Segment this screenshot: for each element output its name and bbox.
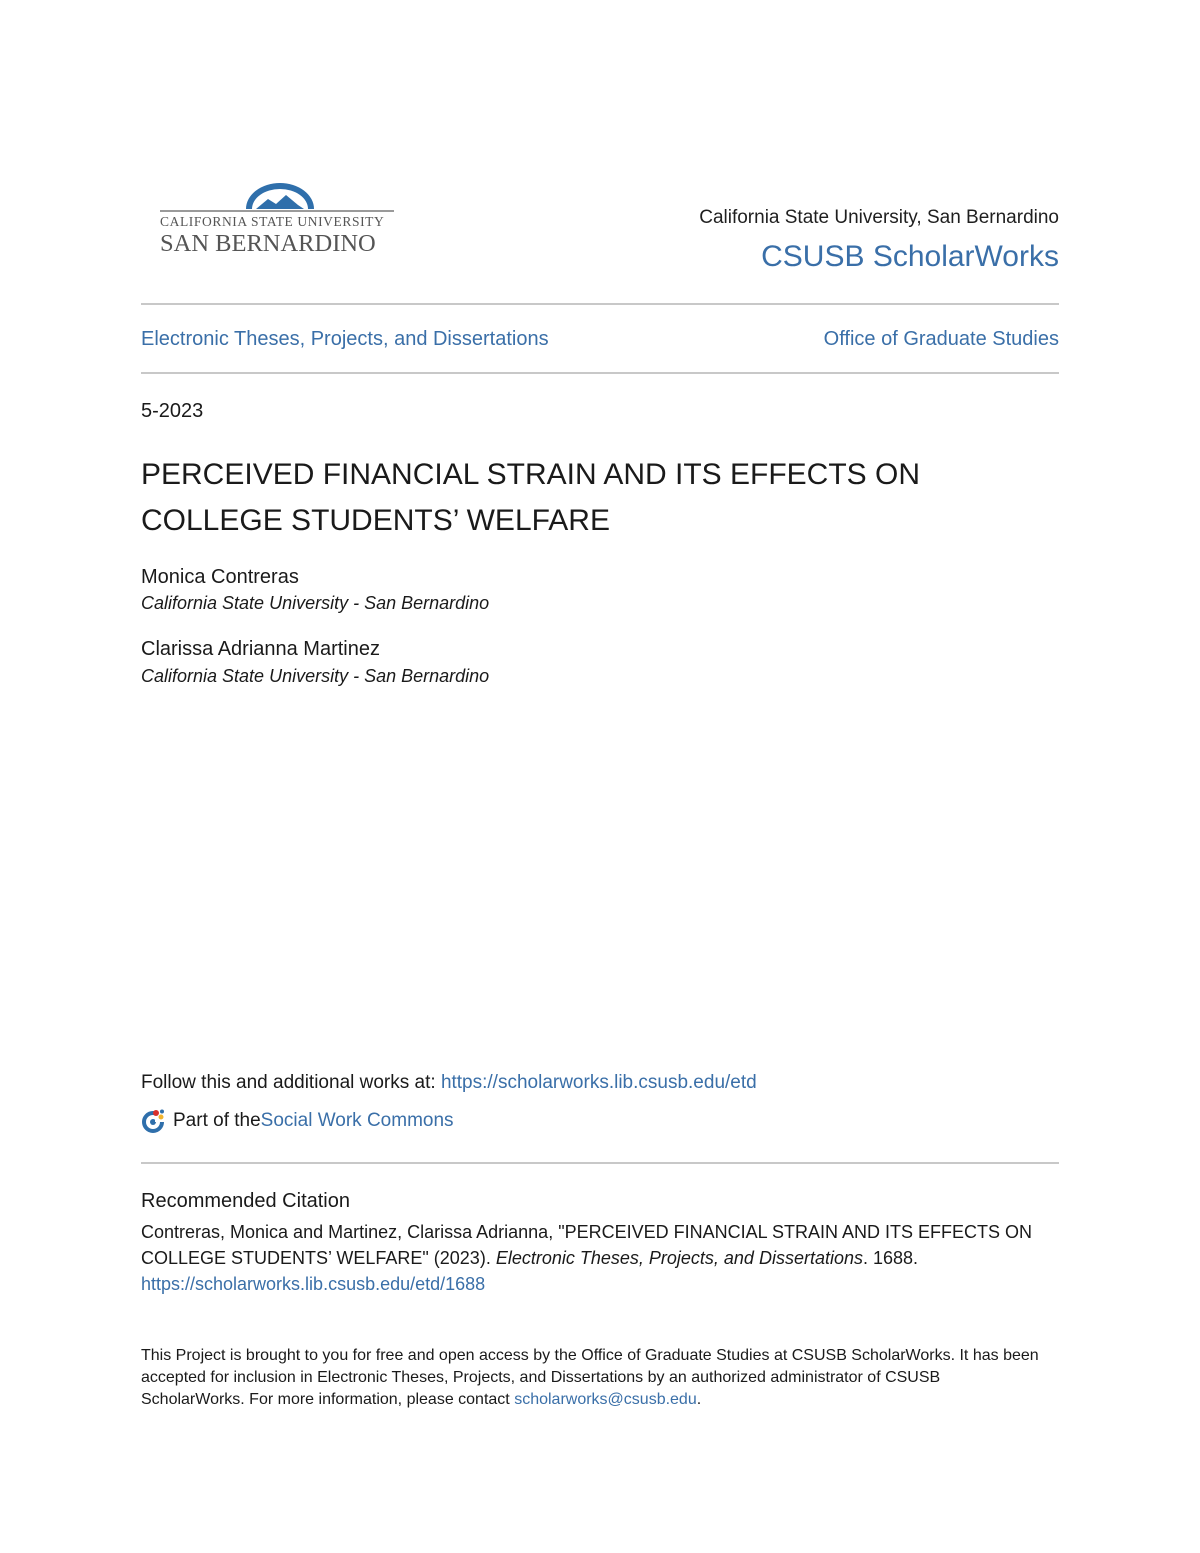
author-affiliation: California State University - San Bernardino: [141, 666, 490, 686]
follow-line: [141, 1072, 757, 1094]
commons-link[interactable]: Social Work Commons: [260, 1110, 454, 1131]
divider-middle: [141, 372, 1059, 374]
citation-number: . 1688.: [862, 1248, 919, 1268]
follow-prefix: Follow this and additional works at:: [141, 1072, 441, 1093]
part-of-line: [141, 1108, 454, 1134]
divider-bottom: [141, 1162, 1059, 1164]
citation-text: [141, 1219, 1061, 1297]
publication-date: 5-2023: [141, 400, 204, 422]
office-link[interactable]: Office of Graduate Studies: [823, 328, 1059, 350]
divider-top: [141, 303, 1059, 305]
csusb-logo: [158, 183, 398, 255]
institution-name: California State University, San Bernardino: [699, 207, 1059, 228]
series-link[interactable]: Electronic Theses, Projects, and Dissertations: [141, 328, 549, 350]
citation-url-link[interactable]: https://scholarworks.lib.csusb.edu/etd/1688: [141, 1274, 486, 1294]
logo-line2: SAN BERNARDINO: [160, 230, 376, 255]
repository-link[interactable]: CSUSB ScholarWorks: [761, 240, 1059, 273]
citation-heading: Recommended Citation: [141, 1190, 350, 1212]
author-name: Monica Contreras: [141, 566, 299, 588]
document-title: PERCEIVED FINANCIAL STRAIN AND ITS EFFECTS ON COLLEGE STUDENTS’ WELFARE: [141, 458, 921, 537]
part-of-prefix: Part of the: [173, 1110, 261, 1131]
author-affiliation: California State University - San Bernardino: [141, 593, 490, 613]
network-commons-icon: [141, 1108, 167, 1134]
follow-url-link[interactable]: https://scholarworks.lib.csusb.edu/etd: [440, 1072, 757, 1093]
contact-email-link[interactable]: scholarworks@csusb.edu: [514, 1391, 697, 1408]
citation-journal: Electronic Theses, Projects, and Dissertations: [495, 1248, 863, 1268]
author-name: Clarissa Adrianna Martinez: [141, 638, 380, 660]
access-note: [141, 1345, 1041, 1411]
access-note-end: .: [696, 1391, 702, 1408]
citation-main: Contreras, Monica and Martinez, Clarissa Adrianna, "PERCEIVED FINANCIAL STRAIN AND ITS EFFECTS ON COLLEGE STUDENTS’ WELFARE" (2023).: [141, 1222, 1032, 1268]
logo-line1: CALIFORNIA STATE UNIVERSITY: [160, 214, 385, 229]
access-note-text: This Project is brought to you for free and open access by the Office of Graduate Studies at CSUSB ScholarWorks. It has been accepted for inclusion in Electronic Theses, Projects, and Dissertations by an authorized administrator of CSUSB ScholarWorks. For more information, please contact: [141, 1347, 1039, 1408]
